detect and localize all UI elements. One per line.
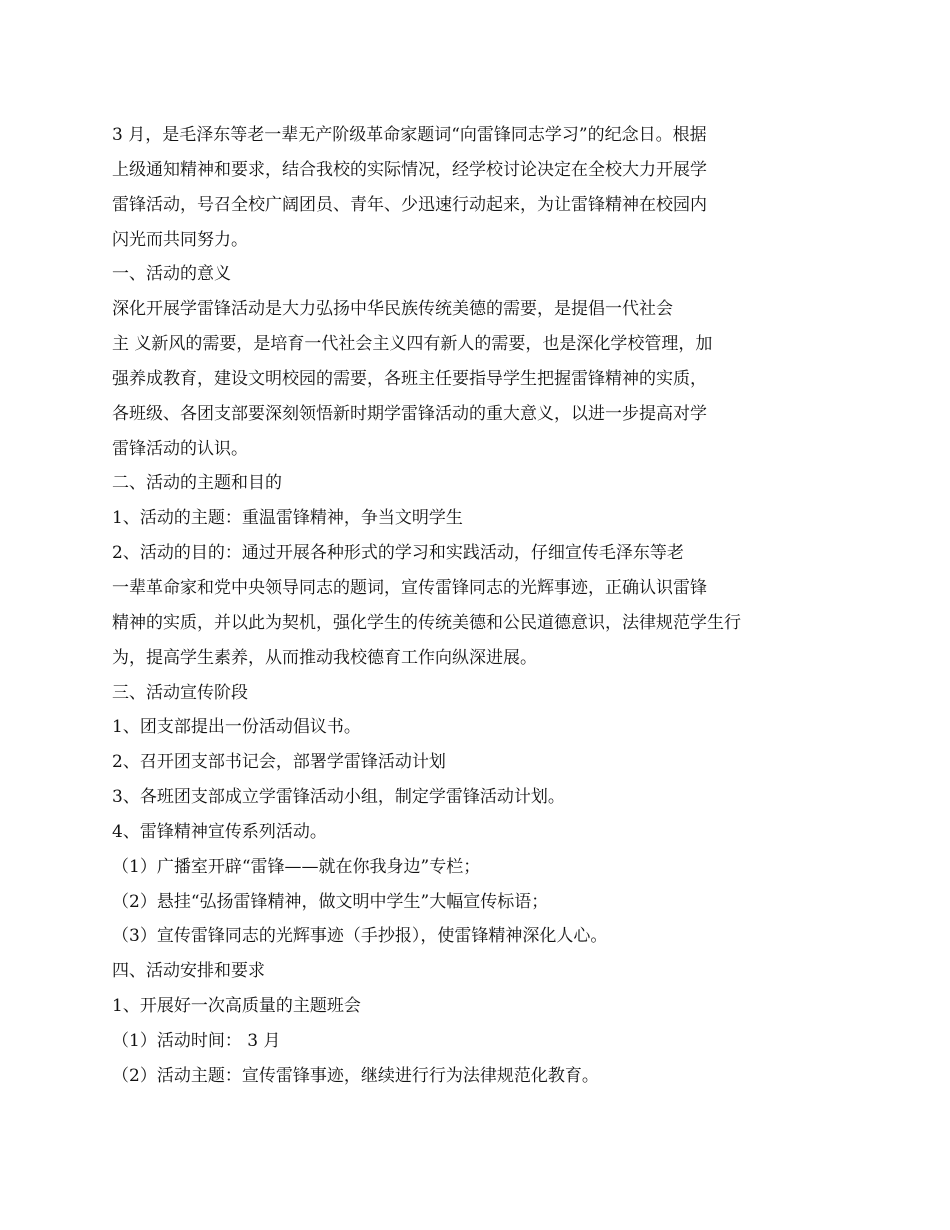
document-body [112, 118, 812, 1094]
section-heading: 三、活动宣传阶段 [112, 682, 248, 703]
text-line: 强养成教育，建设文明校园的需要，各班主任要指导学生把握雷锋精神的实质， [112, 368, 707, 389]
section-heading: 四、活动安排和要求 [112, 961, 265, 982]
text-line: 4、雷锋精神宣传系列活动。 [112, 821, 327, 842]
text-line: （2）悬挂“弘扬雷锋精神，做文明中学生”大幅宣传标语； [112, 891, 549, 912]
text-line: 上级通知精神和要求，结合我校的实际情况，经学校讨论决定在全校大力开展学 [112, 159, 707, 180]
text-line: 3 月，是毛泽东等老一辈无产阶级革命家题词“向雷锋同志学习”的纪念日。根据 [112, 125, 707, 145]
section-heading: 二、活动的主题和目的 [112, 473, 282, 494]
text-line: 2、活动的目的：通过开展各种形式的学习和实践活动，仔细宣传毛泽东等老 [112, 543, 684, 564]
text-line: 1、开展好一次高质量的主题班会 [112, 996, 361, 1017]
text-line: 1、团支部提出一份活动倡议书。 [112, 717, 361, 738]
text-line: 主 义新风的需要，是培育一代社会主义四有新人的需要，也是深化学校管理，加 [112, 334, 713, 355]
text-line: 闪光而共同努力。 [112, 229, 248, 250]
text-line: （3）宣传雷锋同志的光辉事迹（手抄报），使雷锋精神深化人心。 [112, 926, 608, 947]
text-line: （1）广播室开辟“雷锋——就在你我身边”专栏； [112, 856, 481, 877]
text-line: 为，提高学生素养，从而推动我校德育工作向纵深进展。 [112, 647, 537, 668]
text-line: 深化开展学雷锋活动是大力弘扬中华民族传统美德的需要，是提倡一代社会 [112, 299, 673, 320]
section-heading: 一、活动的意义 [112, 264, 231, 285]
text-line: （1）活动时间： 3 月 [112, 1030, 281, 1051]
text-line: 1、活动的主题：重温雷锋精神，争当文明学生 [112, 508, 463, 529]
text-line: 雷锋活动，号召全校广阔团员、青年、少迅速行动起来，为让雷锋精神在校园内 [112, 194, 707, 215]
text-line: 各班级、各团支部要深刻领悟新时期学雷锋活动的重大意义，以进一步提高对学 [112, 403, 707, 424]
text-line: 2、召开团支部书记会，部署学雷锋活动计划 [112, 752, 446, 773]
text-line: （2）活动主题：宣传雷锋事迹，继续进行行为法律规范化教育。 [112, 1065, 599, 1086]
text-line: 雷锋活动的认识。 [112, 438, 248, 459]
text-line: 3、各班团支部成立学雷锋活动小组，制定学雷锋活动计划。 [112, 787, 565, 808]
text-line: 精神的实质，并以此为契机，强化学生的传统美德和公民道德意识，法律规范学生行 [112, 612, 741, 633]
text-line: 一辈革命家和党中央领导同志的题词，宣传雷锋同志的光辉事迹，正确认识雷锋 [112, 577, 707, 598]
